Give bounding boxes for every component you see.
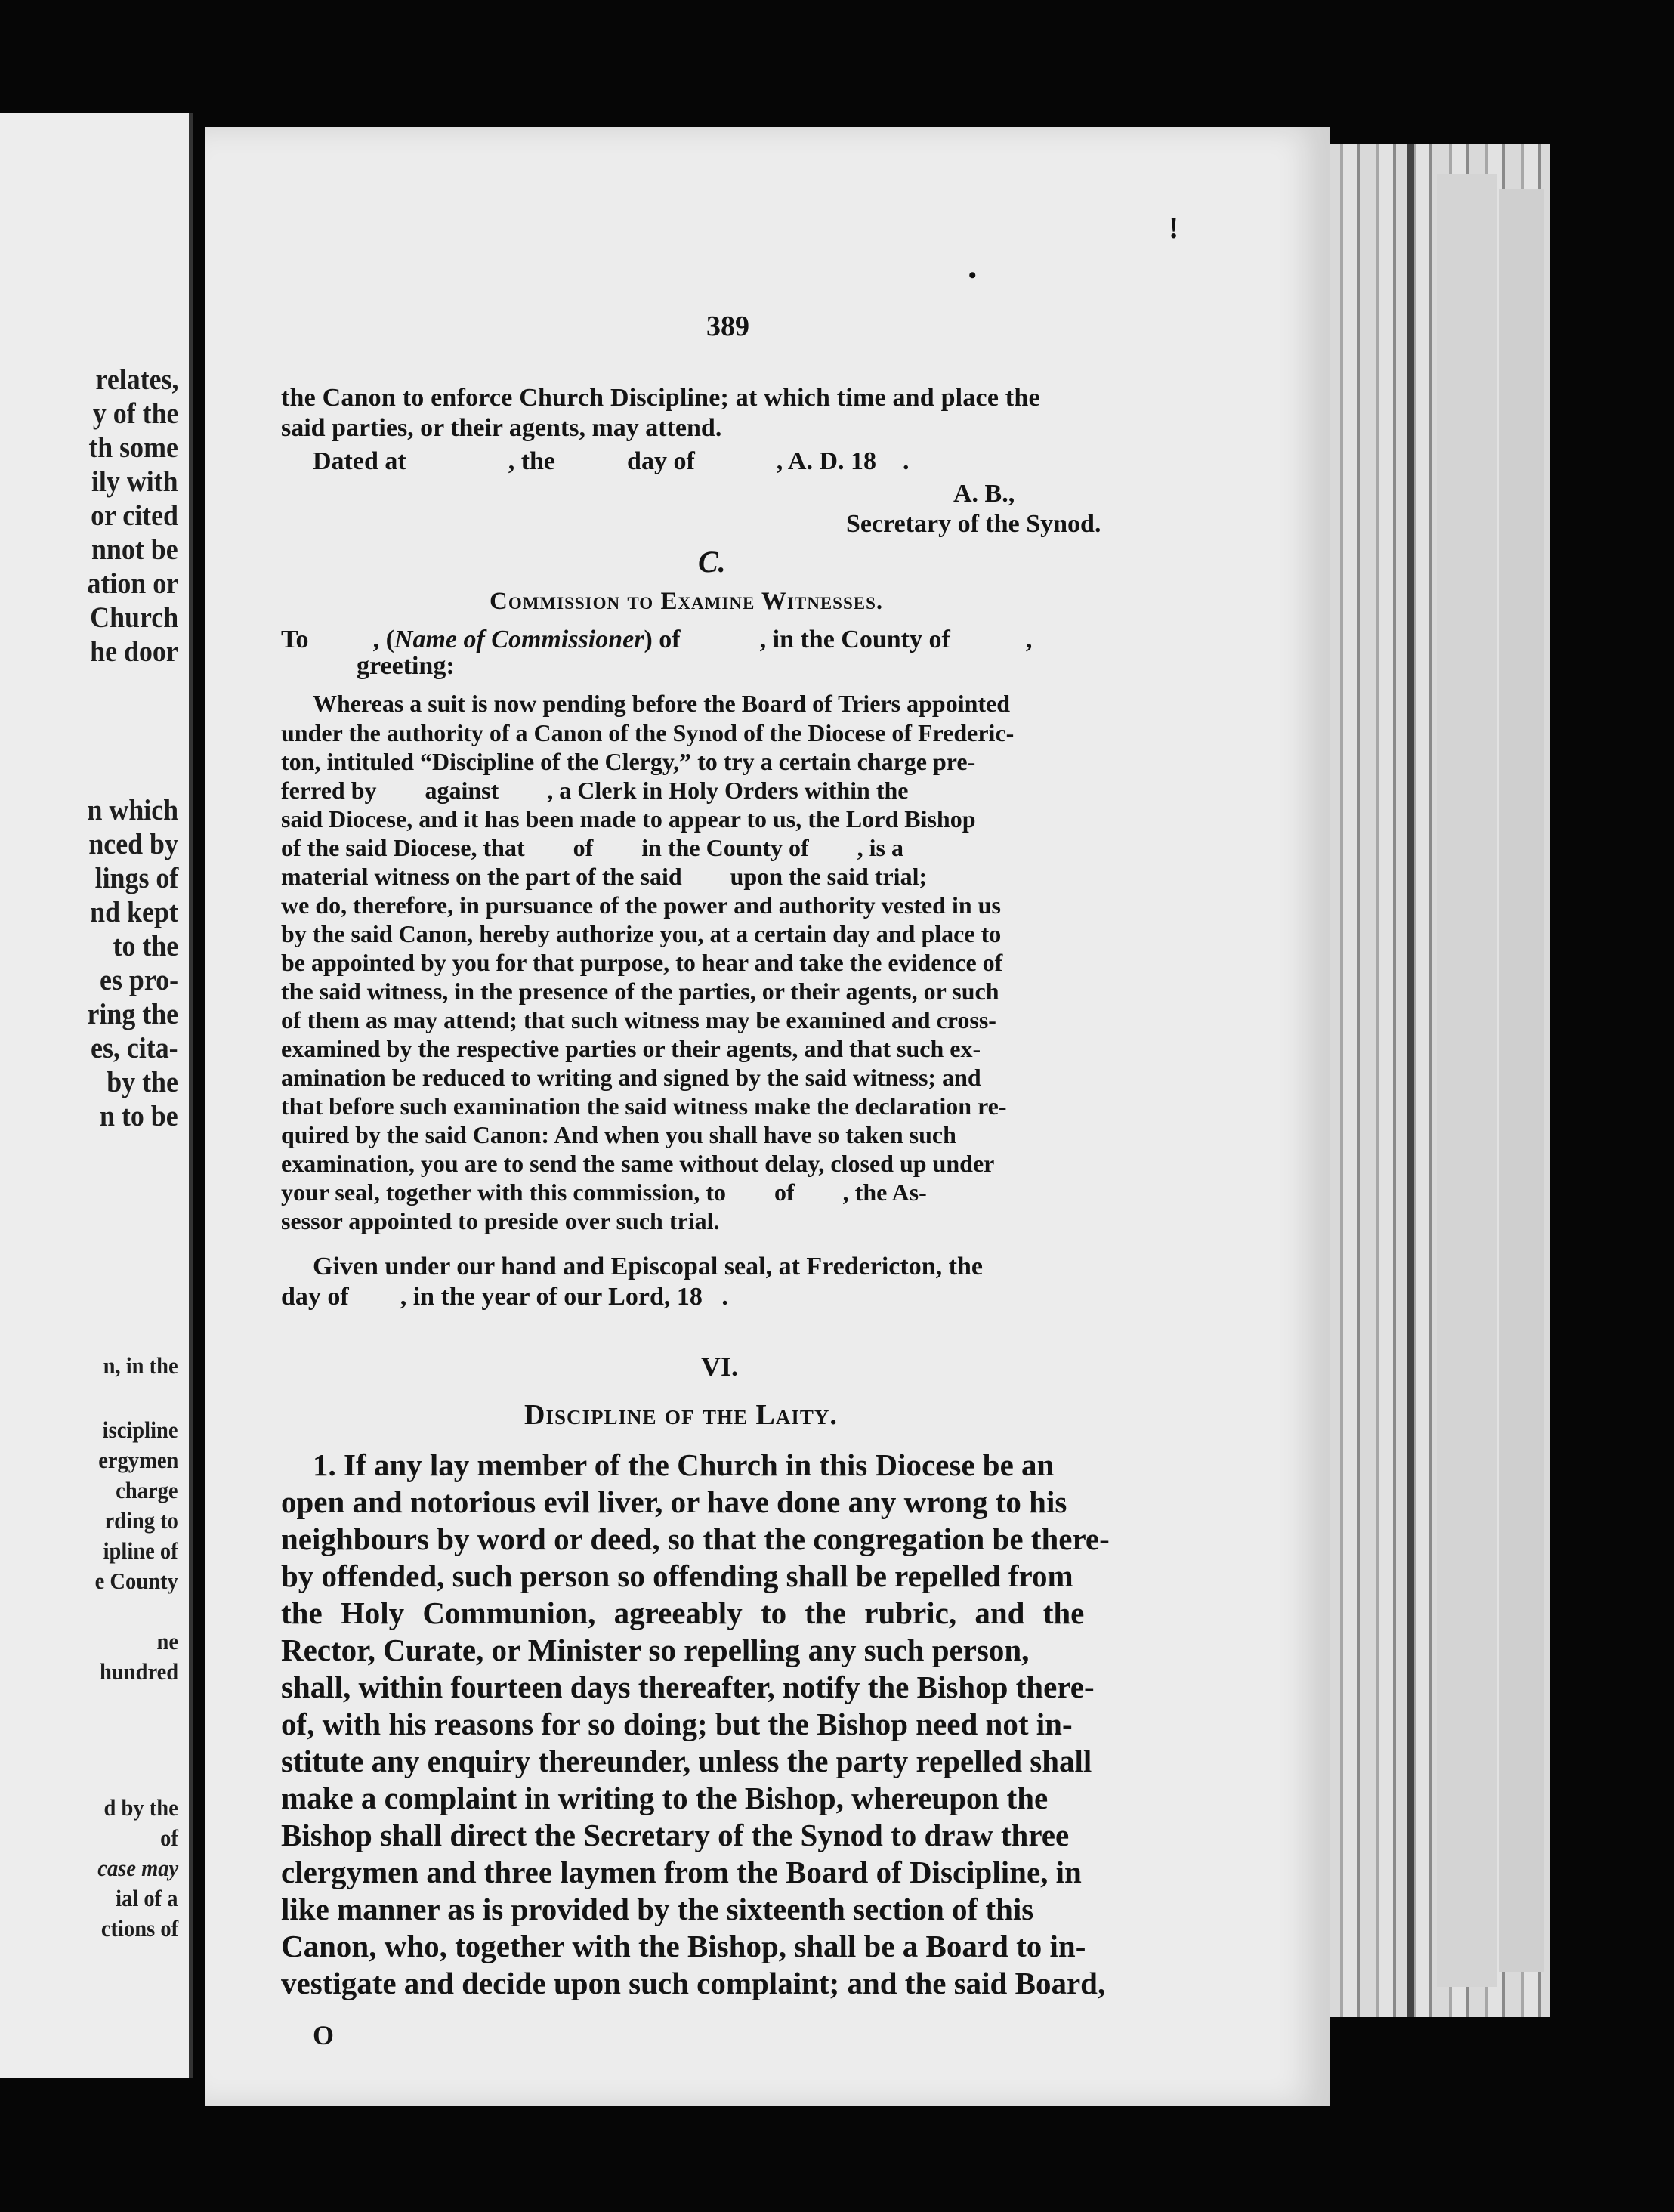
ink-speck: • — [968, 263, 977, 288]
left-line: charge — [116, 1477, 178, 1503]
text-line: 1. If any lay member of the Church in this Diocese be an — [313, 1447, 1055, 1482]
greeting: greeting: — [357, 652, 455, 680]
text-line: examined by the respective parties or their agents, and that such ex- — [281, 1035, 981, 1062]
text-line: neighbours by word or deed, so that the congregation be there- — [281, 1522, 1110, 1556]
left-line: hundred — [99, 1658, 178, 1685]
section-title: Discipline of the Laity. — [524, 1399, 838, 1431]
dated-period: . — [903, 447, 910, 475]
page-edge-block — [1499, 189, 1544, 1972]
left-line: ring the — [87, 998, 178, 1030]
page-number: 389 — [706, 310, 749, 342]
to-comma: , — [1025, 626, 1033, 653]
ink-speck: ! — [1169, 211, 1179, 245]
text-line — [281, 748, 975, 776]
text-line: open and notorious evil liver, or have done any wrong to his — [281, 1484, 1067, 1519]
left-line: e County — [94, 1568, 178, 1594]
left-line: n, in the — [103, 1352, 178, 1379]
text-line-content: ton, intituled “Discipline of the Clergy,” to try a certain charge pre- — [281, 748, 976, 775]
text-line: be appointed by you for that purpose, to hear and take the evidence of — [281, 949, 1003, 976]
left-line: ily with — [91, 465, 178, 498]
left-line: nd kept — [90, 896, 178, 928]
page-edge-block — [1437, 174, 1497, 1987]
text-line: make a complaint in writing to the Bishop, whereupon the — [281, 1781, 1049, 1815]
text-line: amination be reduced to writing and signed by the said witness; and — [281, 1064, 981, 1091]
left-line: case may — [97, 1855, 178, 1881]
text-line: Whereas a suit is now pending before the Board of Triers appointed — [313, 690, 1011, 717]
dated-at-label: Dated at — [313, 447, 406, 475]
signature-title: Secretary of the Synod. — [846, 510, 1101, 538]
left-page-fragment — [0, 113, 193, 2078]
left-line: to the — [113, 930, 178, 962]
left-line: lings of — [94, 862, 178, 894]
text-line: of the said Diocese, that of in the County of , is a — [281, 834, 903, 861]
text-line: material witness on the part of the said upon the said trial; — [281, 863, 928, 890]
to-of-label: ) of — [644, 626, 681, 653]
text-line: the said witness, in the presence of the parties, or their agents, or such — [281, 978, 999, 1005]
text-line: quired by the said Canon: And when you shall have so taken such — [281, 1121, 956, 1148]
left-line: n to be — [100, 1100, 178, 1132]
dated-line — [313, 447, 910, 476]
text-line: of, with his reasons for so doing; but the Bishop need not in- — [281, 1707, 1073, 1741]
commissioner-name-label: Name of Commissioner — [394, 626, 644, 653]
signature-mark: O — [313, 2020, 335, 2050]
dated-ad-label: , A. D. 18 — [776, 447, 876, 475]
left-line: he door — [90, 635, 178, 668]
text-line: Canon, who, together with the Bishop, shall be a Board to in- — [281, 1929, 1086, 1963]
left-line: nnot be — [91, 533, 178, 566]
left-line: ipline of — [103, 1537, 178, 1564]
left-line: n which — [87, 794, 178, 826]
text-line: of them as may attend; that such witness may be examined and cross- — [281, 1006, 996, 1033]
text-line: clergymen and three laymen from the Board of Discipline, in — [281, 1855, 1082, 1889]
to-county-label: , in the County of — [759, 626, 950, 653]
text-line: vestigate and decide upon such complaint; and the said Board, — [281, 1966, 1106, 2000]
left-line: ctions of — [100, 1915, 178, 1942]
text-line: Given under our hand and Episcopal seal, at Fredericton, the — [313, 1253, 983, 1281]
text-line: said Diocese, and it has been made to appear to us, the Lord Bishop — [281, 805, 976, 833]
section-number: VI. — [701, 1352, 739, 1382]
text-line: Rector, Curate, or Minister so repelling any such person, — [281, 1633, 1030, 1667]
left-line: Church — [90, 601, 178, 634]
form-letter: C. — [698, 545, 726, 579]
left-line: es pro- — [100, 964, 178, 996]
text-line: ferred by against , a Clerk in Holy Orders within the — [281, 777, 909, 804]
text-line: your seal, together with this commission, to of , the As- — [281, 1179, 927, 1206]
text-line: by the said Canon, hereby authorize you, at a certain day and place to — [281, 920, 1002, 947]
left-line: rding to — [104, 1507, 178, 1534]
text-line: day of , in the year of our Lord, 18 . — [281, 1283, 728, 1311]
to-line — [281, 626, 1032, 654]
left-line: ial of a — [116, 1885, 178, 1911]
left-line: nced by — [88, 828, 178, 860]
left-line: ation or — [87, 567, 178, 600]
form-heading: Commission to Examine Witnesses. — [490, 588, 884, 615]
text-line: Bishop shall direct the Secretary of the Synod to draw three — [281, 1818, 1070, 1852]
text-line: the Holy Communion, agreeably to the rubric, and the — [281, 1596, 1085, 1630]
dated-day-label: day of — [627, 447, 695, 475]
text-line: we do, therefore, in pursuance of the power and authority vested in us — [281, 891, 1001, 919]
left-line: relates, — [95, 363, 178, 396]
text-line: shall, within fourteen days thereafter, notify the Bishop there- — [281, 1670, 1095, 1704]
to-paren-open: , ( — [372, 626, 394, 653]
left-line: ne — [156, 1628, 178, 1654]
text-line-content: the Canon to enforce Church Discipline; at which time and place the — [281, 384, 1040, 412]
left-line: of — [160, 1824, 178, 1851]
text-line — [281, 384, 1150, 412]
page-edges — [1323, 144, 1550, 2017]
left-line: d by the — [103, 1794, 178, 1821]
left-line: ergymen — [97, 1447, 178, 1473]
book-page — [205, 127, 1330, 2106]
text-line: sessor appointed to preside over such trial. — [281, 1207, 720, 1234]
text-line: said parties, or their agents, may attend. — [281, 414, 722, 442]
left-line: th some — [88, 431, 178, 464]
text-line: that before such examination the said witness make the declaration re- — [281, 1092, 1007, 1120]
signature-name: A. B., — [953, 480, 1015, 508]
left-line: or cited — [91, 499, 178, 532]
dated-the-label: , the — [508, 447, 556, 475]
text-line: stitute any enquiry thereunder, unless the party repelled shall — [281, 1744, 1092, 1778]
text-line: examination, you are to send the same without delay, closed up under — [281, 1150, 995, 1177]
left-line: by the — [107, 1066, 178, 1098]
left-line: es, cita- — [91, 1032, 178, 1064]
left-line: iscipline — [103, 1416, 178, 1443]
left-line: y of the — [92, 397, 178, 430]
text-line: by offended, such person so offending shall be repelled from — [281, 1559, 1073, 1593]
text-line: under the authority of a Canon of the Synod of the Diocese of Frederic- — [281, 719, 1015, 746]
to-label: To — [281, 626, 309, 653]
text-line: like manner as is provided by the sixteenth section of this — [281, 1892, 1034, 1926]
page-edge-divider — [1407, 144, 1414, 2017]
